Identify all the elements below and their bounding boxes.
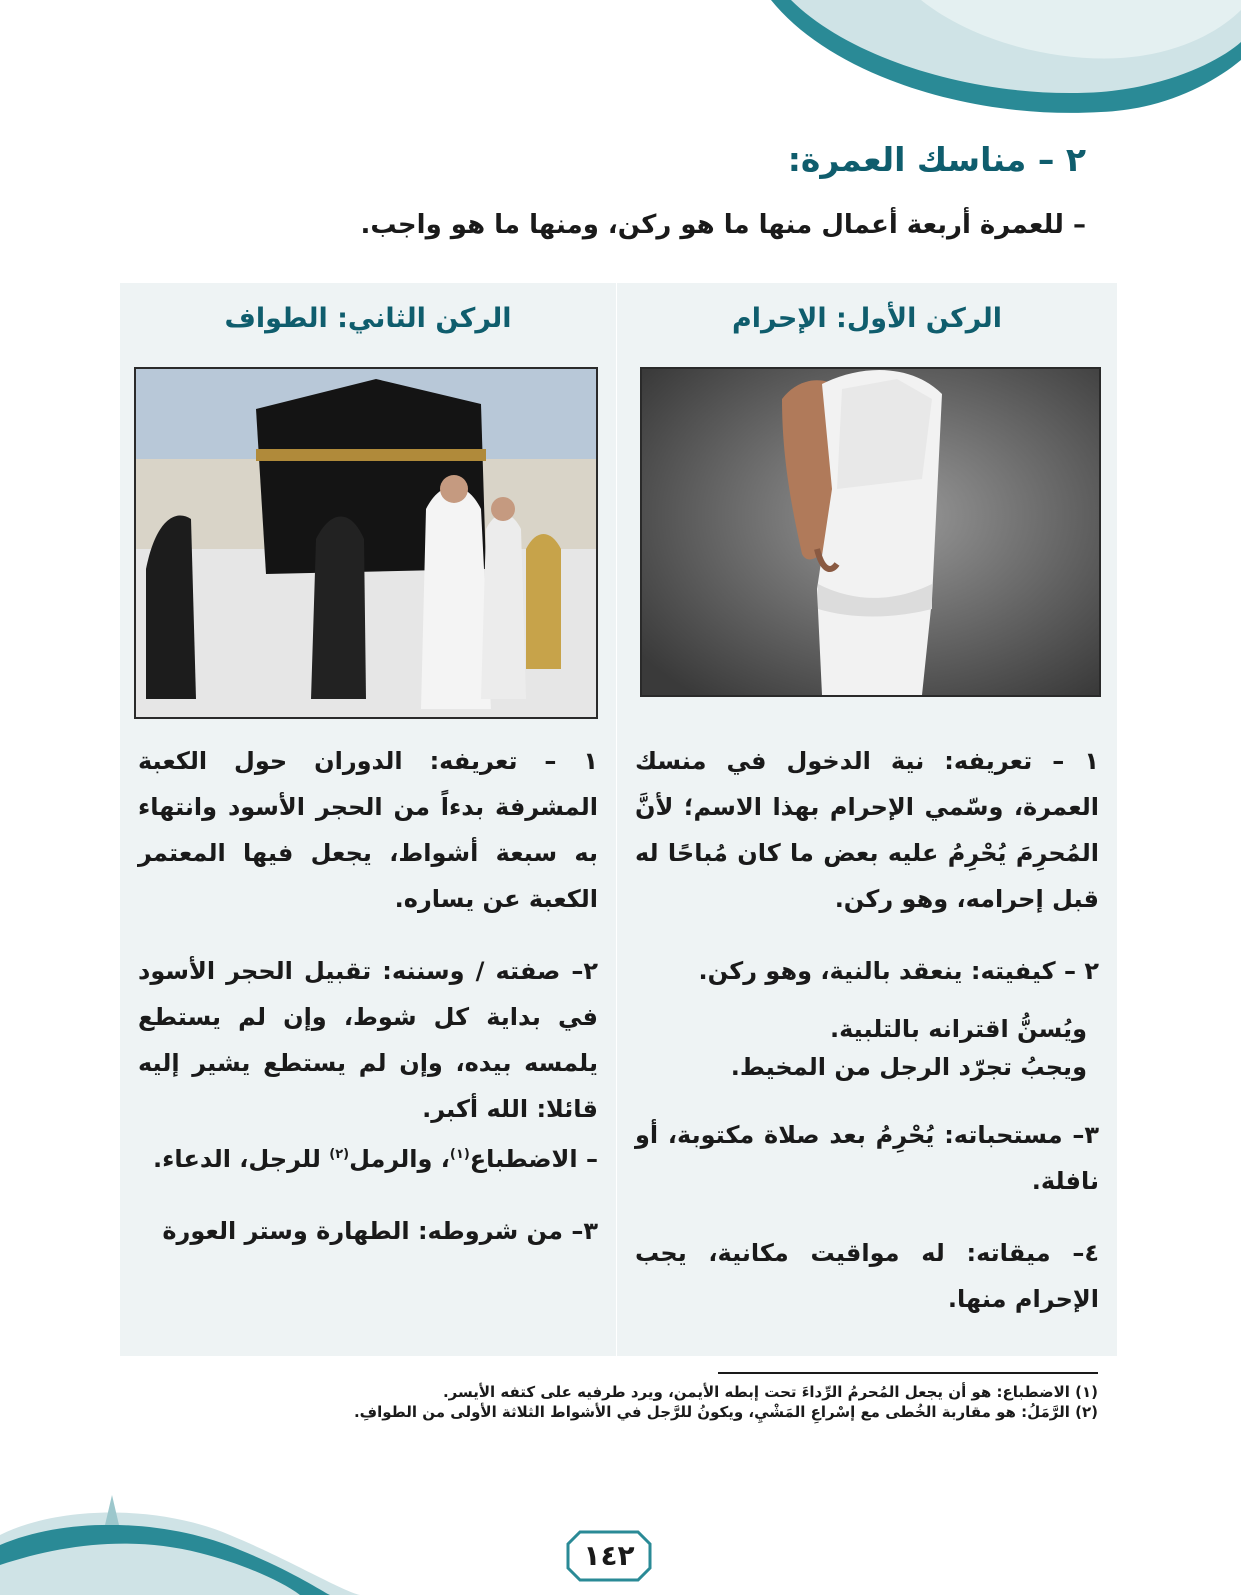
tawaf-sunan: ٢– صفته / وسننه: تقبيل الحجر الأسود في بداية كل شوط، وإن لم يستطع يلمسه بيده، وإن لم يستطع يشير إليه قائلا: الله أكبر. [138, 957, 598, 1123]
top-corner-ornament [771, 0, 1241, 120]
ihram-sunnah: ويُسنُّ اقترانه بالتلبية. [829, 1015, 1087, 1043]
footnote-two: (٢) الرَّمَلُ: هو مقاربة الخُطى مع إسْراعِ المَشْيِ، ويكونُ للرَّجل في الأشواط الثلاثة الأولى من الطوافِ. [353, 1403, 1098, 1421]
page-number-badge [566, 1530, 652, 1582]
tawaf-definition: ١ – تعريفه: الدوران حول الكعبة المشرفة بدءاً من الحجر الأسود وانتهاء به سبعة أشواط، يجعل فيها المعتمر الكعبة عن يساره. [138, 747, 598, 913]
ihram-how: ٢ – كيفيته: ينعقد بالنية، وهو ركن. [698, 957, 1099, 985]
pillar-ihram-panel [617, 283, 1117, 1356]
ihram-wajib: ويجبُ تجرّد الرجل من المخيط. [730, 1053, 1087, 1081]
tawaf-idtiba: – الاضطباع$^{(١)}$، والرمل$^{(٢)}$ للرجل، الدعاء. [153, 1145, 598, 1173]
ihram-miqat: ٤– ميقاته: له مواقيت مكانية، يجب الإحرام منها. [635, 1239, 1099, 1313]
page-number: ١٤٢ [583, 1539, 635, 1572]
pillar-tawaf-heading: الركن الثاني: الطواف [224, 303, 512, 334]
pillar-tawaf-text [138, 738, 598, 1280]
ihram-garment-photo [640, 367, 1101, 697]
pillar-ihram-text [635, 738, 1099, 1348]
section-title: ٢ – مناسك العمرة: [787, 140, 1086, 179]
intro-text: – للعمرة أربعة أعمال منها ما هو ركن، ومنها ما هو واجب. [360, 210, 1086, 240]
pillar-ihram-heading: الركن الأول: الإحرام [731, 303, 1002, 334]
footnote-ref-two: (٢) [329, 1147, 350, 1162]
kaaba-tawaf-photo [134, 367, 598, 719]
ihram-definition: ١ – تعريفه: نية الدخول في منسك العمرة، وسّمي الإحرام بهذا الاسم؛ لأنَّ المُحرِمَ يُحْرِمُ عليه بعض ما كان مُباحًا له قبل إحرامه، وهو ركن. [635, 747, 1099, 913]
bottom-corner-ornament [0, 1465, 470, 1595]
ihram-mustahab: ٣– مستحباته: يُحْرِمُ بعد صلاة مكتوبة، أو نافلة. [635, 1121, 1099, 1195]
footnote-one: (١) الاضطباع: هو أن يجعل المُحرمُ الرِّداءَ تحت إبطه الأيمن، ويرد طرفيه على كتفه الأيسر. [442, 1383, 1098, 1401]
footnotes [354, 1382, 1098, 1422]
pillar-tawaf-panel [120, 283, 616, 1356]
footnote-ref-one: (١) [449, 1147, 470, 1162]
footnote-divider [718, 1372, 1098, 1374]
tawaf-conditions: ٣– من شروطه: الطهارة وستر العورة [162, 1217, 598, 1245]
